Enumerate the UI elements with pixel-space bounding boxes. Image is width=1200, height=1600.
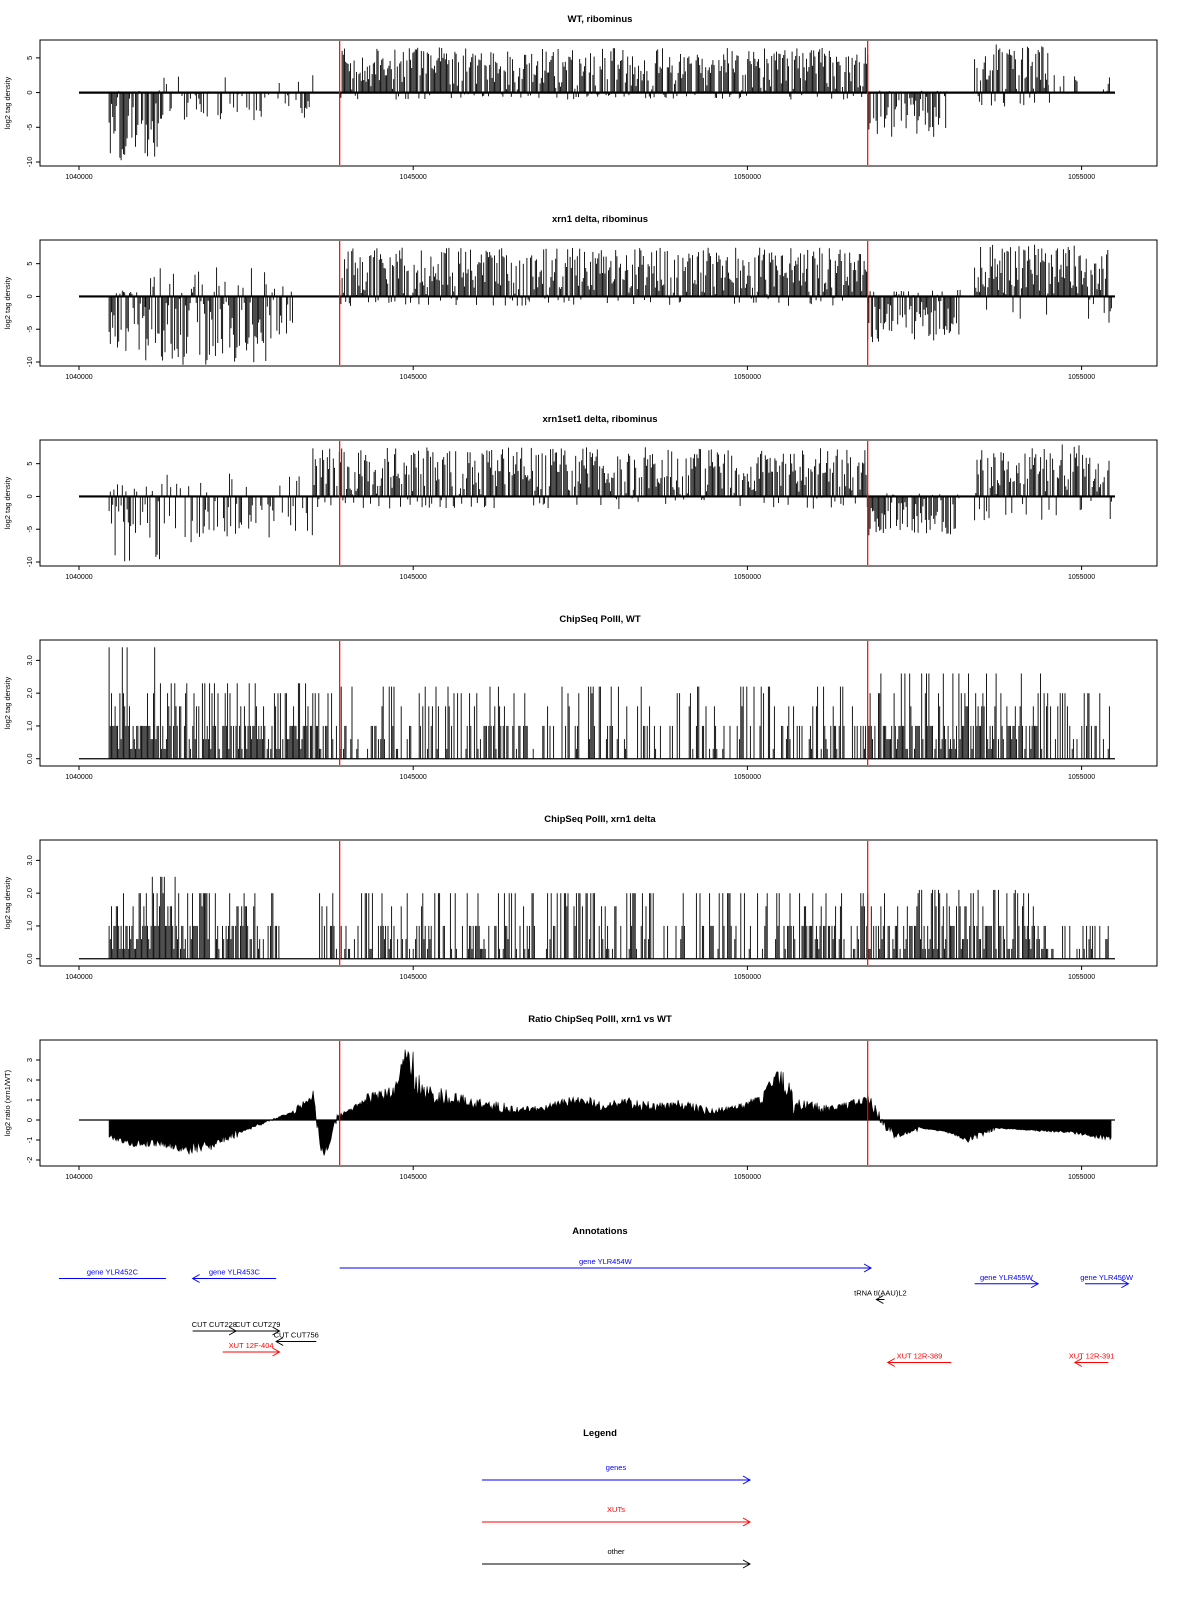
annotation-label: XUT 12F-404 — [228, 1341, 274, 1350]
x-tick-label: 1050000 — [733, 774, 762, 781]
x-tick-label: 1050000 — [733, 1174, 762, 1181]
annotation-xut — [1069, 1352, 1115, 1367]
annotation-label: gene YLR456W — [1080, 1272, 1134, 1282]
y-axis-label: log2 tag density — [3, 76, 12, 130]
y-tick-label: 0 — [25, 494, 34, 499]
annotation-gene — [1080, 1273, 1134, 1288]
annotation-label: gene YLR454W — [578, 1257, 632, 1266]
x-tick-label: 1055000 — [1067, 574, 1096, 581]
x-tick-label: 1055000 — [1067, 774, 1096, 781]
y-tick-label: -5 — [25, 123, 35, 131]
y-tick-label: 1 — [25, 1097, 34, 1103]
y-tick-label: 5 — [25, 461, 34, 466]
y-axis-label: log2 tag density — [3, 276, 12, 330]
x-tick-label: 1055000 — [1067, 1174, 1096, 1181]
data-marks — [79, 877, 1115, 959]
chart-panel-5 — [3, 814, 1157, 981]
x-tick-label: 1040000 — [65, 574, 93, 581]
annotation-gene — [975, 1273, 1038, 1288]
chart-title: ChipSeq PolII, WT — [559, 614, 641, 625]
y-tick-label: 0.0 — [25, 953, 34, 964]
y-tick-label: -5 — [25, 525, 34, 533]
y-tick-label: 2.0 — [25, 887, 34, 899]
x-tick-label: 1040000 — [65, 974, 93, 981]
y-tick-label: -10 — [25, 356, 34, 368]
data-marks — [79, 45, 1115, 161]
x-tick-label: 1040000 — [65, 1174, 93, 1181]
chart-title: xrn1set1 delta, ribominus — [542, 414, 658, 425]
annotation-label: CUT CUT279 — [235, 1320, 281, 1329]
chart-panel-2 — [3, 214, 1157, 381]
legend-label: XUTs — [607, 1505, 625, 1514]
chart-title: WT, ribominus — [567, 14, 633, 25]
annotation-label: tRNA tI(AAU)L2 — [854, 1288, 907, 1298]
x-tick-label: 1055000 — [1067, 174, 1096, 181]
legend-label: other — [607, 1547, 625, 1556]
x-tick-label: 1050000 — [733, 174, 762, 181]
legend-label: genes — [605, 1463, 627, 1472]
annotation-label: CUT CUT756 — [273, 1330, 319, 1340]
legend-title: Legend — [583, 1428, 617, 1439]
y-tick-label: -10 — [25, 156, 34, 168]
annotation-other — [192, 1320, 237, 1335]
chart-title: ChipSeq PolII, xrn1 delta — [544, 814, 656, 825]
x-tick-label: 1045000 — [399, 774, 427, 781]
ratio-area — [109, 1050, 1111, 1156]
x-tick-label: 1045000 — [399, 174, 427, 181]
x-tick-label: 1045000 — [399, 1174, 427, 1181]
x-tick-label: 1050000 — [733, 974, 762, 981]
y-tick-label: 0 — [25, 1117, 34, 1123]
x-tick-label: 1040000 — [65, 774, 93, 781]
x-tick-label: 1040000 — [65, 374, 93, 381]
annotation-label: XUT 12R-389 — [896, 1351, 943, 1361]
x-tick-label: 1050000 — [733, 574, 762, 581]
data-marks — [79, 1050, 1115, 1156]
y-axis-label: log2 ratio (xrn1/WT) — [3, 1069, 12, 1137]
annotations-title: Annotations — [572, 1226, 628, 1237]
chart-title: xrn1 delta, ribominus — [551, 214, 649, 225]
y-tick-label: 5 — [25, 55, 34, 60]
annotations-section — [59, 1226, 1134, 1367]
y-tick-label: -2 — [25, 1156, 34, 1164]
y-tick-label: -5 — [25, 325, 34, 333]
y-tick-label: 0.0 — [25, 753, 34, 764]
y-tick-label: 0 — [25, 294, 34, 299]
y-tick-label: 3.0 — [25, 655, 34, 666]
annotation-other — [274, 1331, 319, 1346]
x-tick-label: 1055000 — [1067, 374, 1096, 381]
annotation-other — [854, 1289, 907, 1304]
y-axis-label: log2 tag density — [3, 476, 12, 530]
annotation-gene — [59, 1268, 166, 1279]
legend-item-other — [482, 1547, 750, 1568]
annotation-gene — [193, 1268, 277, 1283]
x-tick-label: 1045000 — [399, 974, 427, 981]
y-axis-label: log2 tag density — [3, 676, 12, 730]
annotation-label: gene YLR453C — [208, 1267, 260, 1277]
x-tick-label: 1040000 — [65, 174, 93, 181]
legend-item-gene — [482, 1463, 750, 1484]
annotation-gene — [340, 1257, 871, 1272]
data-marks — [79, 445, 1115, 562]
legend-section — [482, 1428, 750, 1568]
annotation-xut — [223, 1341, 280, 1356]
annotation-label: gene YLR452C — [86, 1267, 138, 1277]
y-axis-label: log2 tag density — [3, 876, 12, 930]
y-tick-label: 2.0 — [25, 687, 34, 699]
y-tick-label: 3.0 — [25, 855, 34, 866]
y-tick-label: 5 — [25, 261, 34, 266]
chart-title: Ratio ChipSeq PolII, xrn1 vs WT — [528, 1014, 672, 1025]
data-marks — [79, 647, 1115, 758]
y-tick-label: -1 — [25, 1136, 34, 1144]
y-tick-label: 1.0 — [25, 720, 34, 732]
x-tick-label: 1045000 — [399, 574, 427, 581]
chart-panel-6 — [3, 1014, 1157, 1181]
y-tick-label: -10 — [25, 556, 34, 568]
data-marks — [79, 245, 1115, 365]
chart-panel-4 — [3, 614, 1157, 781]
x-tick-label: 1055000 — [1067, 974, 1096, 981]
annotation-label: gene YLR455W — [979, 1272, 1033, 1282]
y-tick-label: 3 — [25, 1057, 34, 1063]
y-tick-label: 1.0 — [25, 920, 34, 932]
plot-frame — [40, 840, 1157, 966]
annotation-xut — [888, 1352, 951, 1367]
y-tick-label: 2 — [25, 1077, 34, 1083]
annotation-label: XUT 12R-391 — [1068, 1351, 1115, 1361]
chart-panel-1 — [3, 14, 1157, 181]
x-tick-label: 1050000 — [733, 374, 762, 381]
chart-panel-3 — [3, 414, 1157, 581]
legend-item-xut — [482, 1505, 750, 1526]
y-tick-label: 0 — [25, 90, 34, 95]
x-tick-label: 1045000 — [399, 374, 427, 381]
annotation-label: CUT CUT228 — [191, 1320, 237, 1329]
